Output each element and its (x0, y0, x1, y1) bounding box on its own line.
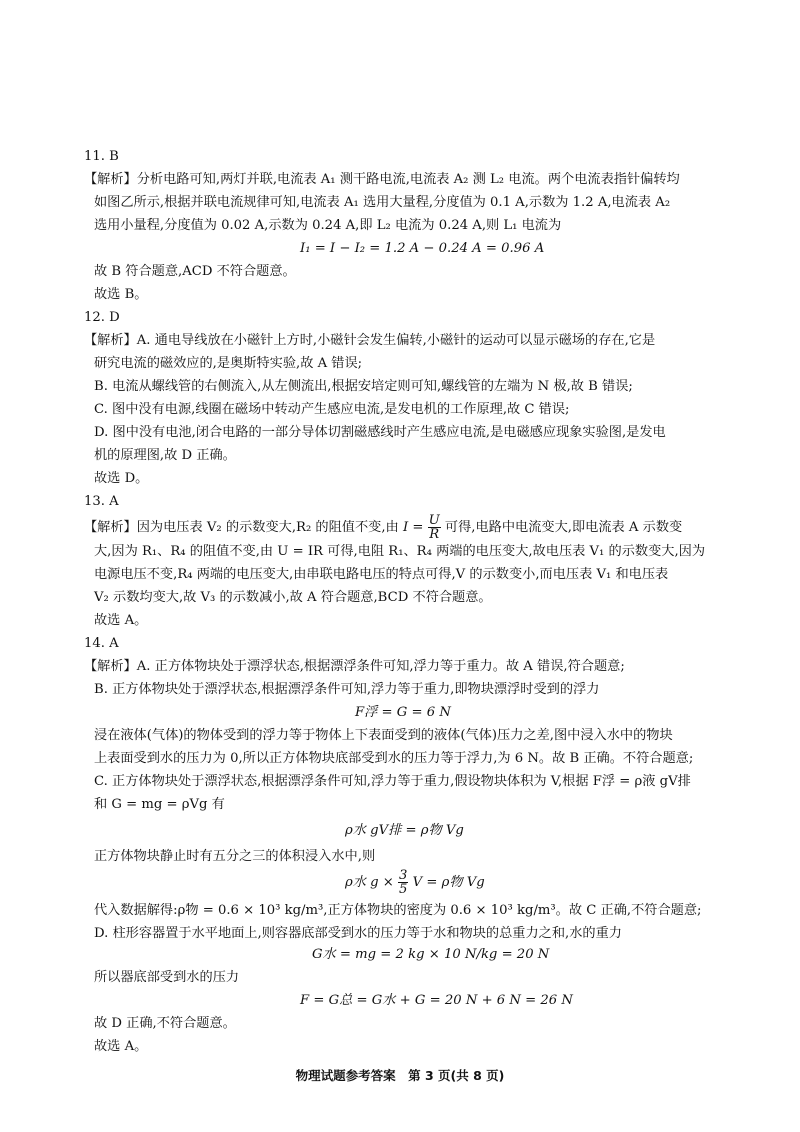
q14-line-12: 故选 A。 (94, 1039, 148, 1054)
q14-formula-3 (345, 868, 485, 898)
q14-line-4: 上表面受到水的压力为 0,所以正方体物块底部受到水的压力等于浮力,为 6 N。故 B 正确。不符合题意; (94, 751, 694, 766)
q12-number: 12. D (84, 310, 120, 325)
q11-line-5: 故选 B。 (94, 287, 148, 302)
q11-number: 11. B (84, 149, 119, 164)
q11-formula: I₁ = I − I₂ = 1.2 A − 0.24 A = 0.96 A (300, 241, 545, 256)
q12-line-6: 机的原理图,故 D 正确。 (94, 448, 236, 463)
q12-line-3: B. 电流从螺线管的右侧流入,从左侧流出,根据安培定则可知,螺线管的左端为 N 极,故 B 错误; (94, 379, 633, 394)
q13-ohm-numerator: U (428, 513, 440, 528)
q14-line-1: 【解析】A. 正方体物块处于漂浮状态,根据漂浮条件可知,浮力等于重力。故 A 错误,符合题意; (84, 659, 625, 674)
q14-formula-5: F = G总 = G水 + G = 20 N + 6 N = 26 N (300, 993, 573, 1008)
q12-line-1: 【解析】A. 通电导线放在小磁针上方时,小磁针会发生偏转,小磁针的运动可以显示磁场的存在,它是 (84, 333, 656, 348)
q13-line-4: V₂ 示数均变大,故 V₃ 的示数减小,故 A 符合题意,BCD 不符合题意。 (94, 590, 492, 605)
q11-line-4: 故 B 符合题意,ACD 不符合题意。 (94, 264, 296, 279)
q11-line-1: 【解析】分析电路可知,两灯并联,电流表 A₁ 测干路电流,电流表 A₂ 测 L₂ 电流。两个电流表指针偏转均 (84, 172, 680, 187)
q13-line-5: 故选 A。 (94, 613, 148, 628)
q13-line-1-start: 【解析】因为电压表 V₂ 的示数变大,R₂ 的阻值不变,由 (84, 520, 403, 535)
q14-line-3: 浸在液体(气体)的物体受到的浮力等于物体上下表面受到的液体(气体)压力之差,图中浸入水中的物块 (94, 728, 673, 743)
q14-fraction-three-fifths (398, 869, 408, 896)
q14-formula-4: G水 = mg = 2 kg × 10 N/kg = 20 N (312, 947, 550, 962)
q13-line-1 (84, 514, 682, 542)
q14-line-6: 和 G = mg = ρVg 有 (94, 797, 225, 812)
q14-line-9: D. 柱形容器置于水平地面上,则容器底部受到水的压力等于水和物块的总重力之和,水的重力 (94, 926, 622, 941)
q14-formula-1: F浮 = G = 6 N (355, 705, 451, 720)
q14-fraction-denominator: 5 (399, 882, 408, 897)
q14-number: 14. A (84, 636, 119, 651)
q14-line-7: 正方体物块静止时有五分之三的体积浸入水中,则 (94, 849, 376, 864)
q14-line-8: 代入数据解得:ρ物 = 0.6 × 10³ kg/m³,正方体物块的密度为 0.6 × 10³ kg/m³。故 C 正确,不符合题意; (94, 903, 702, 918)
q11-line-3: 选用小量程,分度值为 0.02 A,示数为 0.24 A,即 L₂ 电流为 0.24 A,则 L₁ 电流为 (94, 218, 562, 233)
q13-ohm-lhs: I = (402, 520, 424, 535)
q13-ohm-fraction (428, 514, 441, 541)
q14-formula-3-end: V = ρ物 Vg (412, 875, 485, 890)
q13-line-3: 电源电压不变,R₄ 两端的电压变大,由串联电路电压的特点可得,V 的示数变小,而电压表 V₁ 和电压表 (94, 567, 669, 582)
q14-formula-2: ρ水 gV排 = ρ物 Vg (345, 823, 464, 838)
q13-number: 13. A (84, 494, 119, 509)
q11-line-2: 如图乙所示,根据并联电流规律可知,电流表 A₁ 选用大量程,分度值为 0.1 A,示数为 1.2 A,电流表 A₂ (94, 195, 671, 210)
q12-line-4: C. 图中没有电源,线圈在磁场中转动产生感应电流,是发电机的工作原理,故 C 错误; (94, 402, 570, 417)
q12-line-5: D. 图中没有电池,闭合电路的一部分导体切割磁感线时产生感应电流,是电磁感应现象实验图,是发电 (94, 425, 666, 440)
q14-fraction-numerator: 3 (399, 868, 408, 883)
q13-ohm-denominator: R (429, 527, 440, 542)
q14-line-10: 所以器底部受到水的压力 (94, 970, 240, 985)
q14-line-2: B. 正方体物块处于漂浮状态,根据漂浮条件可知,浮力等于重力,即物块漂浮时受到的浮力 (94, 682, 600, 697)
page-footer: 物理试题参考答案 第 3 页(共 8 页) (295, 1068, 505, 1083)
q14-formula-3-start: ρ水 g × (345, 875, 394, 890)
q12-line-2: 研究电流的磁效应的,是奥斯特实验,故 A 错误; (94, 356, 363, 371)
q13-line-2: 大,因为 R₁、R₄ 的阻值不变,由 U = IR 可得,电阻 R₁、R₄ 两端的电压变大,故电压表 V₁ 的示数变大,因为 (94, 544, 706, 559)
q13-line-1-end: 可得,电路中电流变大,即电流表 A 示数变 (440, 520, 683, 535)
q14-line-11: 故 D 正确,不符合题意。 (94, 1016, 236, 1031)
q12-line-7: 故选 D。 (94, 471, 149, 486)
q14-line-5: C. 正方体物块处于漂浮状态,根据漂浮条件可知,浮力等于重力,假设物块体积为 V,根据 F浮 = ρ液 gV排 (94, 774, 691, 789)
